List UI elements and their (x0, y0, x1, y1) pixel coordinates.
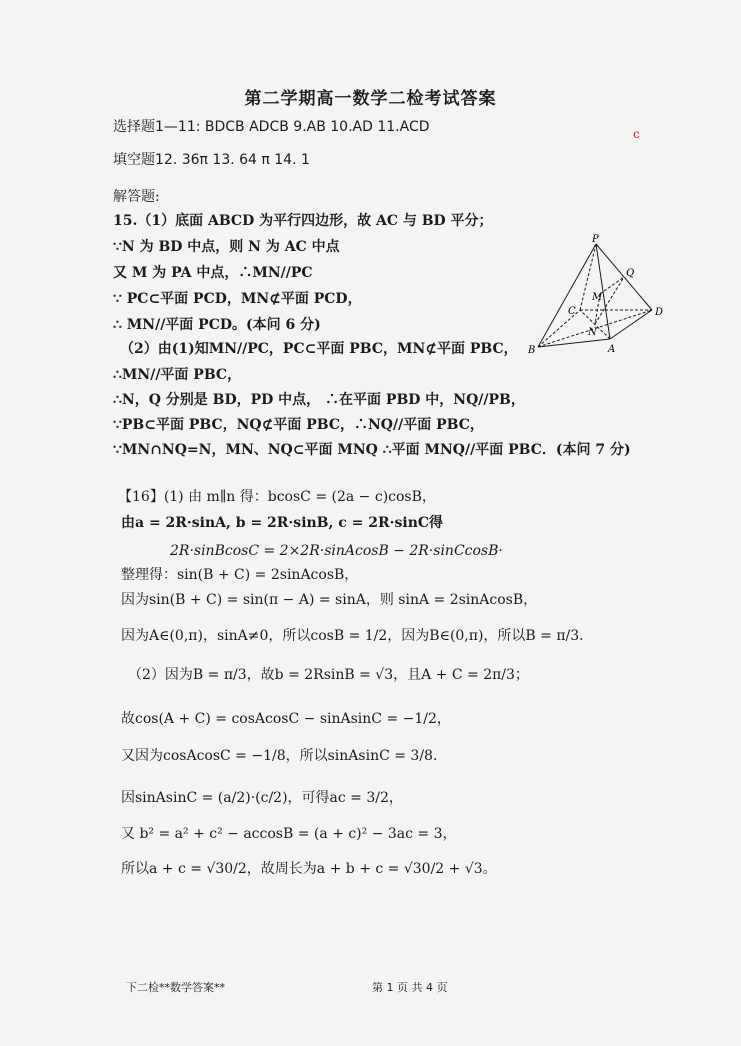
label-n: N (588, 327, 597, 338)
label-c: C (568, 306, 576, 317)
q16-line-8: 故cos(A + C) = cosAcosC − sinAsinC = −1/2， (121, 711, 451, 727)
q15-line-1: 15.（1）底面 ABCD 为平行四边形，故 AC 与 BD 平分； (113, 213, 493, 229)
fill-answers: 填空题12. 36π 13. 64 π 14. 1 (113, 152, 310, 168)
label-a: A (608, 344, 616, 355)
label-q: Q (626, 268, 635, 279)
solutions-heading: 解答题: (113, 189, 160, 205)
q16-line-1: 【16】(1) 由 m∥n 得：bcosC = (2a − c)cosB， (118, 489, 436, 505)
label-p: P (592, 234, 599, 245)
q15-line-5: ∴ MN//平面 PCD。(本问 6 分) (113, 317, 321, 333)
label-m: M (592, 292, 603, 303)
q15-line-7: ∴MN//平面 PBC， (113, 367, 242, 383)
q15-line-2: ∵N 为 BD 中点，则 N 为 AC 中点 (113, 239, 340, 255)
pyramid-figure (524, 232, 670, 362)
label-d: D (655, 307, 664, 318)
q16-line-4: 整理得：sin(B + C) = 2sinAcosB， (121, 567, 359, 583)
q15-line-6: （2）由(1)知MN//PC，PC⊂平面 PBC，MN⊄平面 PBC， (120, 341, 518, 357)
q15-line-3: 又 M 为 PA 中点，∴MN//PC (113, 265, 313, 281)
q15-line-4: ∵ PC⊂平面 PCD，MN⊄平面 PCD， (113, 291, 362, 307)
q16-line-5: 因为sin(B + C) = sin(π − A) = sinA，则 sinA = 2sinAcosB， (121, 592, 538, 608)
label-b: B (528, 345, 536, 356)
footer-page-number: 第 1 页 共 4 页 (372, 981, 448, 994)
stray-mark: c (633, 127, 640, 141)
q16-line-12: 所以a + c = √30/2，故周长为a + b + c = √30/2 + √3。 (121, 861, 497, 877)
q16-line-3: 2R·sinBcosC = 2×2R·sinAcosB − 2R·sinCcosB· (170, 543, 503, 559)
footer-doc-name: 下二检**数学答案** (126, 981, 225, 994)
q16-line-11: 又 b² = a² + c² − accosB = (a + c)² − 3ac = 3， (121, 826, 457, 842)
q16-line-9: 又因为cosAcosC = −1/8，所以sinAsinC = 3/8． (121, 748, 447, 764)
q16-line-2: 由a = 2R·sinA, b = 2R·sinB, c = 2R·sinC得 (121, 515, 444, 531)
q15-line-9: ∵PB⊂平面 PBC，NQ⊄平面 PBC，∴NQ//平面 PBC， (113, 417, 484, 433)
choice-answers: 选择题1—11: BDCB ADCB 9.AB 10.AD 11.ACD (113, 119, 430, 135)
q15-line-8: ∴N，Q 分别是 BD，PD 中点， ∴在平面 PBD 中，NQ//PB， (113, 392, 525, 408)
page-title: 第二学期高一数学二检考试答案 (244, 89, 497, 109)
q15-line-10: ∵MN∩NQ=N，MN、NQ⊂平面 MNQ ∴平面 MNQ//平面 PBC．(本问 7 分) (113, 442, 631, 458)
q16-line-6: 因为A∈(0,π)，sinA≠0，所以cosB = 1/2，因为B∈(0,π)，所以B = π/3． (121, 628, 594, 644)
q16-line-7: （2）因为B = π/3，故b = 2RsinB = √3，且A + C = 2π/3； (128, 667, 529, 683)
q16-line-10: 因sinAsinC = (a/2)·(c/2)，可得ac = 3/2， (121, 790, 403, 806)
